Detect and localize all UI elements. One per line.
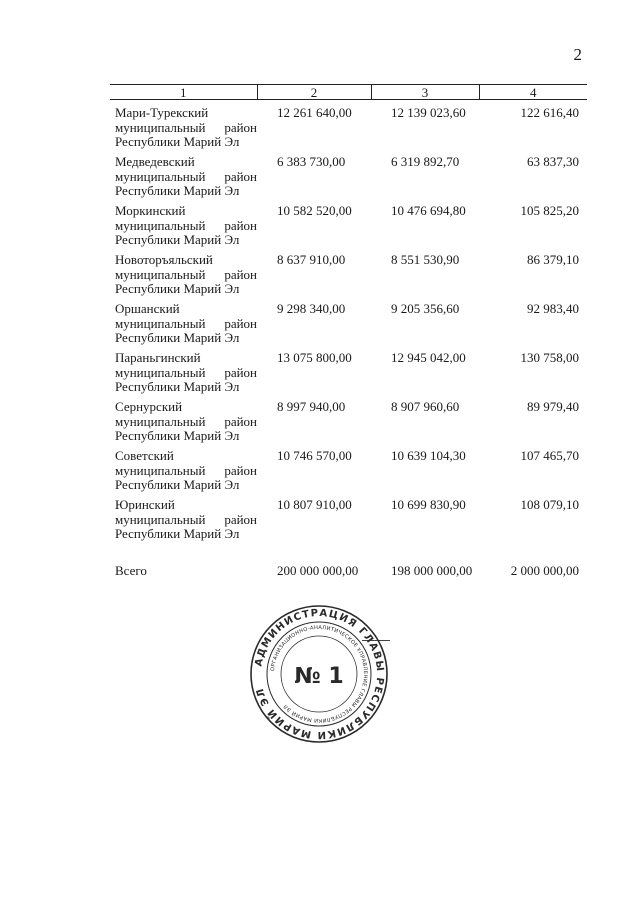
seal-outer-text: АДМИНИСТРАЦИЯ ГЛАВЫ РЕСПУБЛИКИ МАРИЙ ЭЛ: [253, 607, 386, 741]
district-name-word: муниципальный: [115, 462, 206, 478]
column-header-2: 2: [257, 85, 371, 100]
value-col-4: 89 979,40: [527, 399, 579, 414]
value-col-3: 10 639 104,30: [391, 448, 466, 463]
district-name-line1: Советский: [115, 448, 174, 463]
table-body: [110, 100, 587, 579]
district-name-line2: [115, 366, 257, 381]
district-name: [110, 351, 257, 395]
value-col-2: 12 261 640,00: [277, 105, 352, 120]
district-name-line1: Параньгинский: [115, 350, 201, 365]
value-col-2: 6 383 730,00: [277, 154, 346, 169]
district-name-word: район: [224, 119, 257, 135]
district-name-word: район: [224, 168, 257, 184]
district-name-line2: [115, 268, 257, 283]
district-name-line1: Юринский: [115, 497, 175, 512]
official-seal: [249, 604, 389, 744]
column-header-1: 1: [110, 85, 257, 100]
district-name-line1: Медведевский: [115, 154, 195, 169]
district-name: [110, 106, 257, 150]
district-name-line3: Республики Марий Эл: [115, 428, 240, 443]
table-row: [110, 248, 587, 297]
table-row: [110, 346, 587, 395]
district-name-line3: Республики Марий Эл: [115, 526, 240, 541]
total-col-4: 2 000 000,00: [510, 563, 579, 578]
district-name: [110, 400, 257, 444]
district-name-word: муниципальный: [115, 364, 206, 380]
district-name-line1: Оршанский: [115, 301, 180, 316]
district-name-word: муниципальный: [115, 511, 206, 527]
district-name-line1: Новоторъяльский: [115, 252, 213, 267]
total-col-2: 200 000 000,00: [277, 563, 359, 578]
value-col-3: 12 945 042,00: [391, 350, 466, 365]
value-col-4: 130 758,00: [520, 350, 579, 365]
district-name-word: муниципальный: [115, 217, 206, 233]
value-col-2: 9 298 340,00: [277, 301, 346, 316]
value-col-3: 10 476 694,80: [391, 203, 466, 218]
value-col-2: 10 582 520,00: [277, 203, 352, 218]
district-name-word: район: [224, 217, 257, 233]
table-row: [110, 297, 587, 346]
total-col-3: 198 000 000,00: [391, 563, 473, 578]
district-name-line2: [115, 121, 257, 136]
district-name-line3: Республики Марий Эл: [115, 281, 240, 296]
district-name-word: район: [224, 511, 257, 527]
value-col-4: 107 465,70: [520, 448, 579, 463]
table-row: [110, 444, 587, 493]
page-number: 2: [573, 45, 582, 64]
value-col-2: 10 746 570,00: [277, 448, 352, 463]
table-row: [110, 150, 587, 199]
district-name-line1: Сернурский: [115, 399, 183, 414]
district-name-line2: [115, 317, 257, 332]
value-col-2: 8 997 940,00: [277, 399, 346, 414]
value-col-2: 10 807 910,00: [277, 497, 352, 512]
value-col-3: 12 139 023,60: [391, 105, 466, 120]
value-col-4: 63 837,30: [527, 154, 579, 169]
table-header-row: [110, 85, 587, 100]
value-col-4: 86 379,10: [527, 252, 579, 267]
table-row: [110, 199, 587, 248]
value-col-3: 10 699 830,90: [391, 497, 466, 512]
district-name-word: муниципальный: [115, 413, 206, 429]
table-row: [110, 493, 587, 542]
value-col-3: 9 205 356,60: [391, 301, 460, 316]
total-row: [110, 542, 587, 579]
value-col-3: 8 551 530,90: [391, 252, 460, 267]
value-col-4: 122 616,40: [520, 105, 579, 120]
district-name-word: район: [224, 266, 257, 282]
value-col-4: 108 079,10: [520, 497, 579, 512]
district-name-line2: [115, 219, 257, 234]
district-name-line3: Республики Марий Эл: [115, 477, 240, 492]
district-name-line2: [115, 464, 257, 479]
district-name-word: район: [224, 462, 257, 478]
value-col-2: 8 637 910,00: [277, 252, 346, 267]
district-name-line1: Мари-Турекский: [115, 105, 209, 120]
total-label: Всего: [115, 563, 147, 578]
value-col-3: 8 907 960,60: [391, 399, 460, 414]
district-name: [110, 204, 257, 248]
district-name-word: район: [224, 364, 257, 380]
district-name-word: район: [224, 413, 257, 429]
value-col-4: 92 983,40: [527, 301, 579, 316]
seal-number: № 1: [294, 664, 344, 689]
district-name-line3: Республики Марий Эл: [115, 379, 240, 394]
district-name: [110, 302, 257, 346]
seal-inner-text: ОРГАНИЗАЦИОННО-АНАЛИТИЧЕСКОЕ УПРАВЛЕНИЕ ГЛАВЫ РЕСПУБЛИКИ МАРИЙ ЭЛ: [270, 624, 369, 724]
column-header-3: 3: [371, 85, 479, 100]
district-name-line3: Республики Марий Эл: [115, 183, 240, 198]
district-name-line2: [115, 415, 257, 430]
column-header-4: 4: [479, 85, 587, 100]
district-name: [110, 498, 257, 542]
district-name-word: район: [224, 315, 257, 331]
district-name: [110, 253, 257, 297]
table-row: [110, 100, 587, 151]
value-col-3: 6 319 892,70: [391, 154, 460, 169]
district-name-word: муниципальный: [115, 119, 206, 135]
value-col-2: 13 075 800,00: [277, 350, 352, 365]
district-name-line3: Республики Марий Эл: [115, 232, 240, 247]
district-name-word: муниципальный: [115, 315, 206, 331]
district-name: [110, 155, 257, 199]
district-name-line2: [115, 170, 257, 185]
district-name-word: муниципальный: [115, 168, 206, 184]
district-name-line2: [115, 513, 257, 528]
district-name-line3: Республики Марий Эл: [115, 330, 240, 345]
district-name-line3: Республики Марий Эл: [115, 134, 240, 149]
district-name: [110, 449, 257, 493]
value-col-4: 105 825,20: [520, 203, 579, 218]
district-name-line1: Моркинский: [115, 203, 186, 218]
district-name-word: муниципальный: [115, 266, 206, 282]
table-row: [110, 395, 587, 444]
allocation-table: [110, 84, 587, 579]
